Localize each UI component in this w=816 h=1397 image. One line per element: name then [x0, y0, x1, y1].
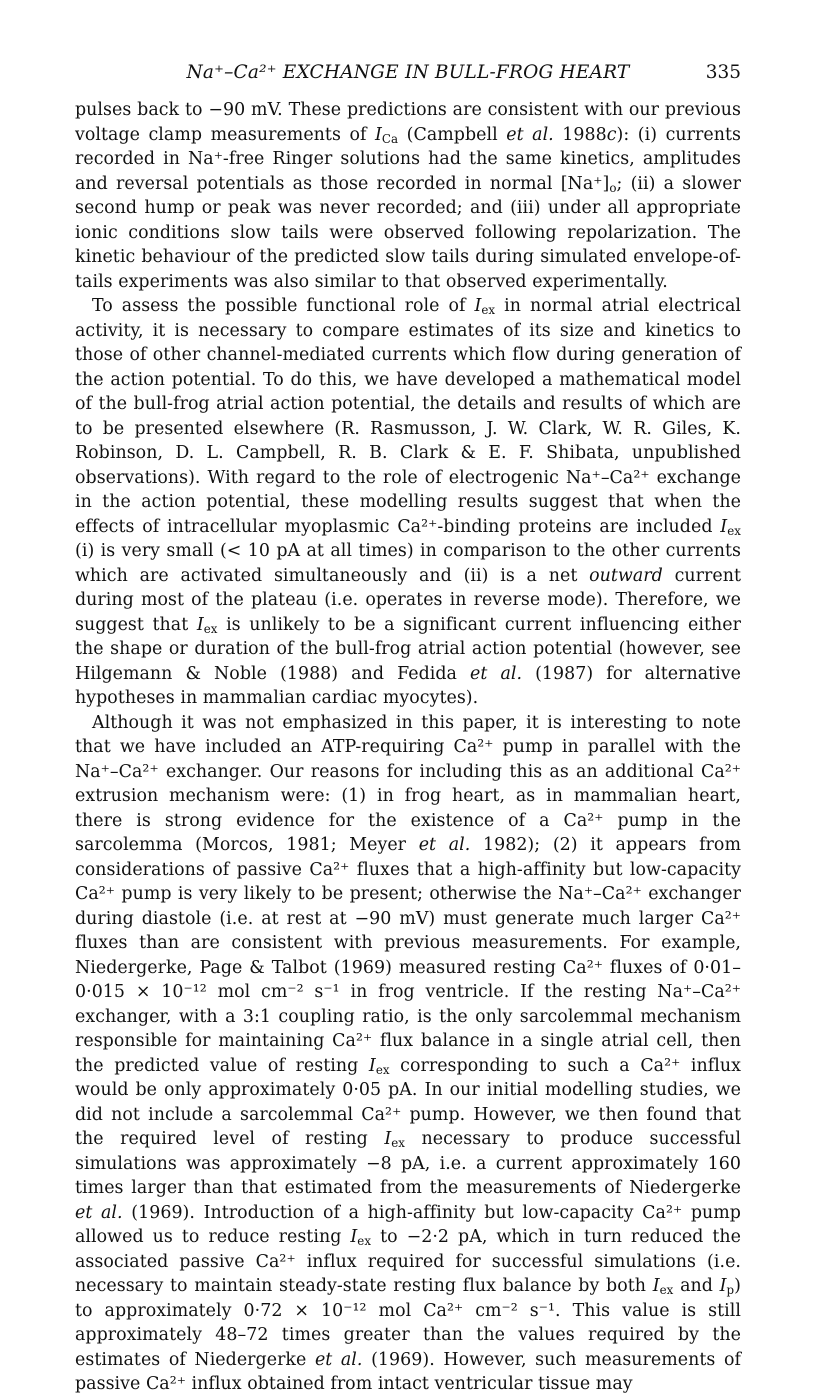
- page-header: [75, 62, 741, 88]
- paragraph-continued: pulses back to −90 mV. These predictions are consistent with our previous voltage clamp measurements of $I_{Ca}$ (Campbell et al. 1988c): (i) currents recorded in Na⁺-free Ringer solutions had the same kinetics, amplitudes and reversal potentials as those recorded in normal $[Na^+]_o$; (ii) a slower second hump or peak was never recorded; and (iii) under all appropriate ionic conditions slow tails were observed following repolarization. The kinetic behaviour of the predicted slow tails during simulated envelope-of-tails experiments was also similar to that observed experimentally.: [75, 100, 741, 292]
- running-head: Na⁺–Ca²⁺ EXCHANGE IN BULL-FROG HEART: [186, 62, 630, 83]
- paragraph-ca-pump: Although it was not emphasized in this paper, it is interesting to note that we have included an ATP-requiring Ca²⁺ pump in parallel with the Na⁺–Ca²⁺ exchanger. Our reasons for including this as an additional Ca²⁺ extrusion mechanism were: (1) in frog heart, as in mammalian heart, there is strong evidence for the existence of a Ca²⁺ pump in the sarcolemma (Morcos, 1981; Meyer et al. 1982); (2) it appears from considerations of passive Ca²⁺ fluxes that a high-affinity but low-capacity Ca²⁺ pump is very likely to be present; otherwise the Na⁺–Ca²⁺ exchanger during diastole (i.e. at rest at −90 mV) must generate much larger Ca²⁺ fluxes than are consistent with previous measurements. For example, Niedergerke, Page & Talbot (1969) measured resting Ca²⁺ fluxes of 0·01–0·015 × 10⁻¹² mol cm⁻² s⁻¹ in frog ventricle. If the resting Na⁺–Ca²⁺ exchanger, with a 3:1 coupling ratio, is the only sarcolemmal mechanism responsible for maintaining Ca²⁺ flux balance in a single atrial cell, then the predicted value of resting $I_{ex}$ corresponding to such a Ca²⁺ influx would be only approximately 0·05 pA. In our initial modelling studies, we did not include a sarcolemmal Ca²⁺ pump. However, we then found that the required level of resting $I_{ex}$ necessary to produce successful simulations was approximately −8 pA, i.e. a current approximately 160 times larger than that estimated from the measurements of Niedergerke et al. (1969). Introduction of a high-affinity but low-capacity Ca²⁺ pump allowed us to reduce resting $I_{ex}$ to −2·2 pA, which in turn reduced the associated passive Ca²⁺ influx required for successful simulations (i.e. necessary to maintain steady-state resting flux balance by both $I_{ex}$ and $I_p$) to approximately 0·72 × 10⁻¹² mol Ca²⁺ cm⁻² s⁻¹. This value is still approximately 48–72 times greater than the values required by the estimates of Niedergerke et al. (1969). However, such measurements of passive Ca²⁺ influx obtained from intact ventricular tissue may: [75, 712, 742, 1394]
- page-number: 335: [705, 62, 741, 83]
- body-text: [75, 98, 741, 1397]
- paragraph-iex-role: To assess the possible functional role of $I_{ex}$ in normal atrial electrical activity, it is necessary to compare estimates of its size and kinetics to those of other channel-mediated currents which flow during generation of the action potential. To do this, we have developed a mathematical model of the bull-frog atrial action potential, the details and results of which are to be presented elsewhere (R. Rasmusson, J. W. Clark, W. R. Giles, K. Robinson, D. L. Campbell, R. B. Clark & E. F. Shibata, unpublished observations). With regard to the role of electrogenic Na⁺–Ca²⁺ exchange in the action potential, these modelling results suggest that when the effects of intracellular myoplasmic Ca²⁺-binding proteins are included $I_{ex}$ (i) is very small (< 10 pA at all times) in comparison to the other currents which are activated simultaneously and (ii) is a net outward current during most of the plateau (i.e. operates in reverse mode). Therefore, we suggest that $I_{ex}$ is unlikely to be a significant current influencing either the shape or duration of the bull-frog atrial action potential (however, see Hilgemann & Noble (1988) and Fedida et al. (1987) for alternative hypotheses in mammalian cardiac myocytes).: [75, 296, 742, 708]
